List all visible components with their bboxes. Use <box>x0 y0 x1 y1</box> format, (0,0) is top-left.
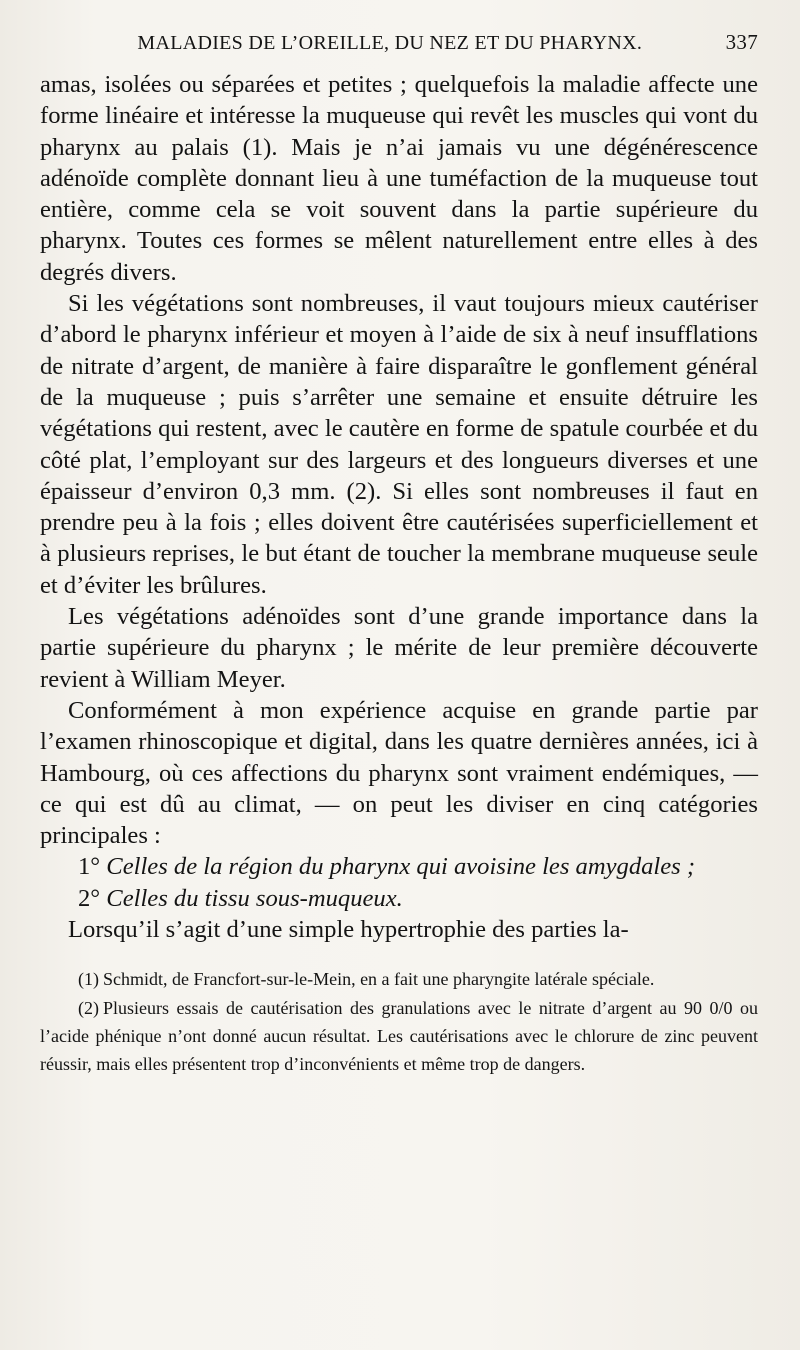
footnote-2 <box>40 994 758 1079</box>
footnotes <box>40 965 758 1078</box>
footnote-text: Plusieurs essais de cautérisation des granulations avec le nitrate d’argent au 90 0/0 ou l’acide phénique n’ont donné aucun résultat. Les cautérisations avec le chlorure de zinc peuvent réussir, mais elles présentent trop d’inconvénients et même trop de dangers. <box>40 997 758 1075</box>
list-item-2 <box>40 883 758 914</box>
paragraph-hypertrophy: Lorsqu’il s’agit d’une simple hypertrophie des parties la- <box>68 916 629 944</box>
running-header <box>40 30 758 64</box>
paragraph-adenoid-vegetations: Les végétations adénoïdes sont d’une grande importance dans la partie supérieure du pharynx ; le mérite de leur première découverte revient à William Meyer. <box>40 603 758 693</box>
list-item-text: Celles du tissu sous-muqueux. <box>106 884 403 912</box>
paragraph-classification: Conformément à mon expérience acquise en grande partie par l’examen rhinoscopique et digital, dans les quatre dernières années, ici à Hambourg, où ces affections du pharynx sont vraiment endémiques, — ce qui est dû au climat, — on peut les diviser en cinq catégories principales : <box>40 696 758 850</box>
running-title: MALADIES DE L’OREILLE, DU NEZ ET DU PHARYNX. <box>137 32 643 54</box>
list-item-text: Celles de la région du pharynx qui avoisine les amygdales ; <box>106 853 696 881</box>
footnote-mark: (2) <box>78 997 99 1018</box>
list-item-number: 1° <box>78 853 101 881</box>
footnote-1 <box>40 965 758 993</box>
main-text <box>40 69 758 945</box>
footnote-text: Schmidt, de Francfort-sur-le-Mein, en a fait une pharyngite latérale spéciale. <box>103 969 655 990</box>
page-number: 337 <box>725 30 758 54</box>
list-item-1 <box>40 851 758 882</box>
paragraph-continued: amas, isolées ou séparées et petites ; quelquefois la maladie affecte une forme linéaire et intéresse la muqueuse qui revêt les muscles qui vont du pharynx au palais (1). Mais je n’ai jamais vu une dégénérescence adénoïde complète donnant lieu à une tuméfaction de la muqueuse tout entière, comme cela se voit souvent dans la partie supérieure du pharynx. Toutes ces formes se mêlent naturellement entre elles à des degrés divers. <box>40 71 758 286</box>
list-item-number: 2° <box>78 884 101 912</box>
paragraph-vegetations-cauterization: Si les végétations sont nombreuses, il vaut toujours mieux cautériser d’abord le pharynx inférieur et moyen à l’aide de six à neuf insufflations de nitrate d’argent, de manière à faire disparaître le gonflement général de la muqueuse ; puis s’arrêter une semaine et ensuite détruire les végétations qui restent, avec le cautère en forme de spatule courbée et du côté plat, l’employant sur des largeurs et des longueurs diverses et une épaisseur d’environ 0,3 mm. (2). Si elles sont nombreuses il faut en prendre peu à la fois ; elles doivent être cautérisées superficiellement et à plusieurs reprises, le but étant de toucher la membrane muqueuse seule et d’éviter les brûlures. <box>40 290 758 599</box>
footnote-mark: (1) <box>78 969 99 990</box>
